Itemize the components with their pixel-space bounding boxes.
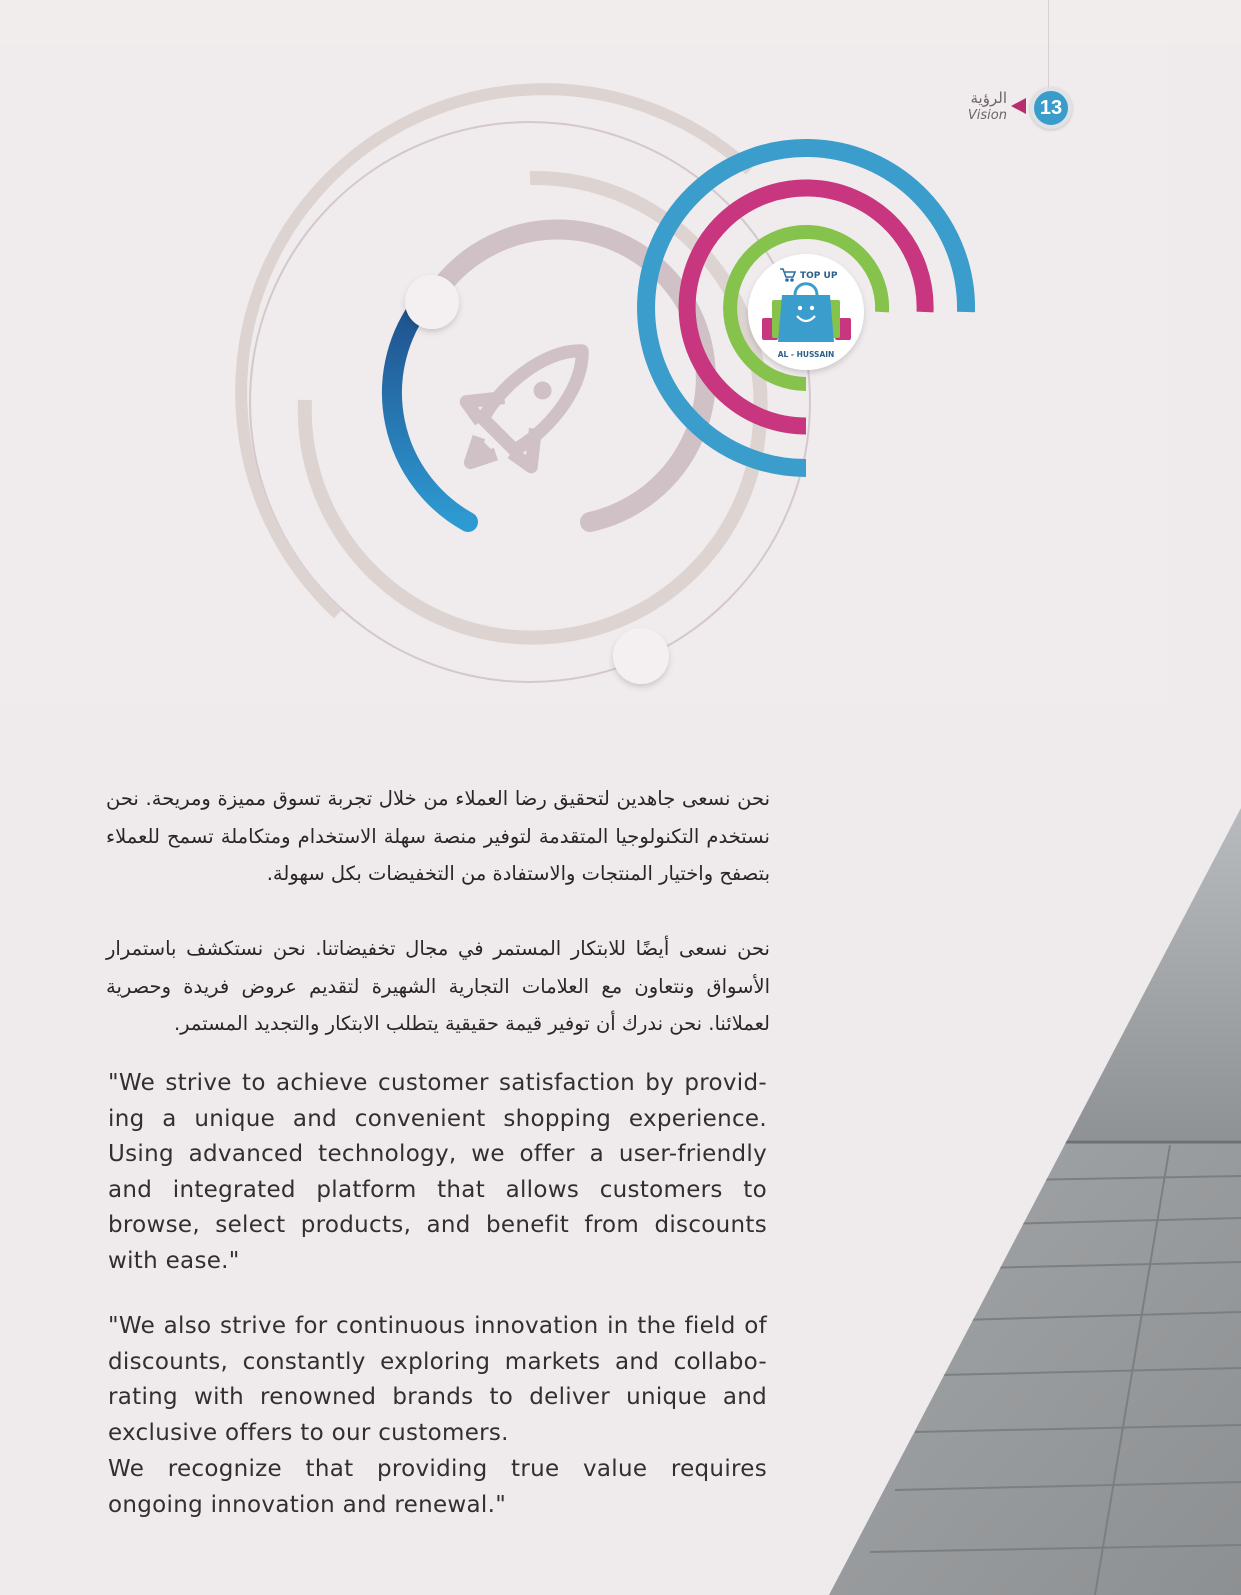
logo-bottom-text: AL - HUSSAIN: [777, 350, 835, 359]
blue-arc: [392, 302, 468, 522]
section-title-en: Vision: [967, 108, 1007, 123]
pointer-arrow-icon: [1011, 98, 1026, 114]
arabic-paragraph-2: نحن نسعى أيضًا للابتكار المستمر في مجال تخفيضاتنا. نحن نستكشف باستمرار الأسواق ونتعاون مع العلامات التجارية الشهيرة لتقديم عروض فريدة وحصرية لعملائنا. نحن ندرك أن توفير قيمة حقيقية يتطلب الابتكار والتجديد المستمر.: [106, 937, 770, 1035]
english-paragraph-1: "We strive to achieve customer satisfaction by provid-ing a unique and convenient shopping experience. Using advanced technology, we offer a user-friendly and integrated platform that allows customers to browse, select products, and benefit from discounts with ease.": [108, 1070, 767, 1274]
page-marker: [960, 84, 1075, 134]
page-number: 13: [1030, 87, 1072, 129]
shopping-bag-icon: [778, 295, 834, 342]
top-up-logo: [748, 254, 864, 370]
dial-knob-upper: [405, 275, 459, 329]
section-title-ar: الرؤية: [970, 89, 1007, 107]
rocket-icon: [438, 318, 615, 495]
logo-top-text: TOP UP: [800, 271, 838, 281]
beige-ring-outer: [241, 89, 750, 614]
dial-knob-lower: [613, 628, 669, 684]
marker-line: [1048, 0, 1049, 92]
arabic-paragraph-1: نحن نسعى جاهدين لتحقيق رضا العملاء من خلال تجربة تسوق مميزة ومريحة. نحن نستخدم التكنولوجيا المتقدمة لتوفير منصة سهلة الاستخدام ومتكاملة تسمح للعملاء بتصفح واختيار المنتجات والاستفادة من التخفيضات بكل سهولة.: [106, 787, 770, 885]
english-paragraph-2: "We also strive for continuous innovation in the field of discounts, constantly exploring markets and collabo-rating with renowned brands to deliver unique and exclusive offers to our customers.: [108, 1313, 767, 1446]
english-paragraph-3: We recognize that providing true value requires ongoing innovation and renewal.": [108, 1456, 767, 1518]
